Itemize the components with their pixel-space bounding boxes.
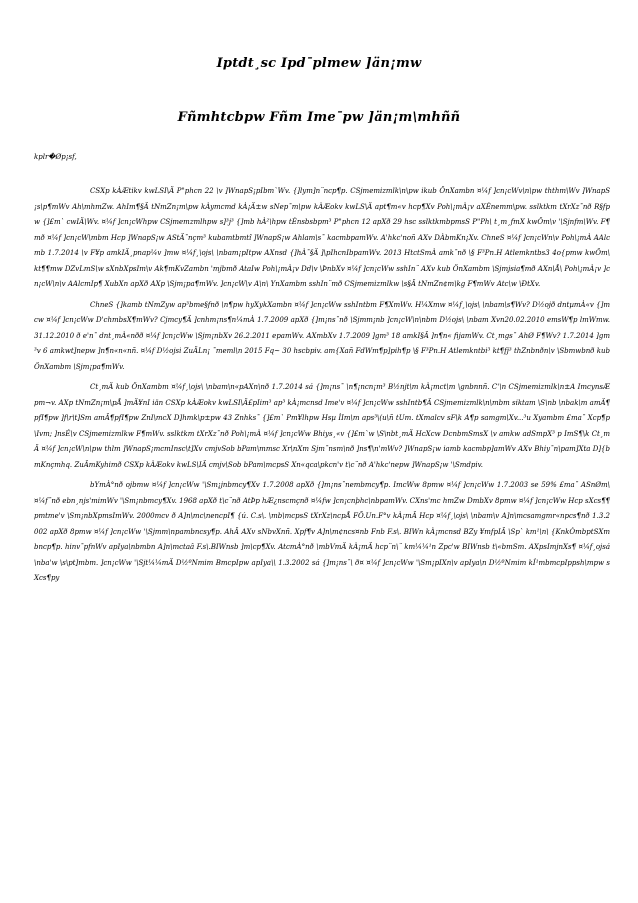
document-subtitle: Fñmhtcbpw Fñm Ime¯pw ]än¡m\mhññ	[177, 110, 461, 125]
paragraph: bYmÀ°nð ojbmw ¤¼f ]cn¡cWw '\Sm¡jnbmcy¶Xv 1.7.2008 apXð {]m¡ns¯nembmcy¶p. ImcWw 8pmw ¤¼f ]cn¡cWw 1.7.2003 se 59% £ma¯ ASnØm\ ¤¼f¯nð ebn¸njs'mimWv '\Sm¡nbmcy¶Xv. 1968 apXð t\c¨nð AtÞp hÆ¿nscmçnð ¤¼fw ]cn¡cnþhc\nbpamWv. CXns'mc hmZw DmbXv 8pmw ¤¼f ]cn¡cWw Hcp sXcs¶¶pmtme'v \Sm¡nbXpmsImWv. 2000mcv ð A]n\mc\nencpI¶ {ú. C.s\. \mb\mcpsS tXrXz\ncpÅ FÕ.Un.F°v kÀ¡mÄ Hcp ¤¼f¸\ojs\ \nbam\v A]n\mcsamgmr«npcs¶nð 1.3.2002 apXð 8pmw ¤¼f ]cn¡cWw '\Sjmm\npambncsy¶p. AhÄ AXv sNbvXnñ. Xpf¶v A]n\m¢ncs¤nb Fnb F.s\. BIWn kÀ¡mcnsd BZy ¥mfpIÄ \Sp` km¹\n\ {KnkÒmbptSXmbncp¶p. hinv¯pfnWv apIya\nbmbn A]n\mctaâ F.s\.BIWnsb ]m\cp¶Xv. AtcmÀ°nð \mbVmÄ kÀ¡mÄ hcp¨n\¨ km¼¼¹n Zpc'w BIWnsb t\«bmSm. AXpsImjnXs¶ ¤¼f¸ojsá \nba'w \s\pt]mbm. ]cn¡cWw '\Sjt¼¼mÄ D½ºNmim BmcpIpw apIya\\ 1.3.2002 sá {]m¡ns¯\ ð¤ ¤¼f ]cn¡cWw '\Sm¡pIXn\v apIya\n D½ºNmim kÍ¹mbmcpIppsh\mpw sXcs¶py	[34, 481, 610, 582]
paragraph: Ct¸mÄ kub ÖnXambm ¤¼f¸\ojs\ \nbam\n«pAXn\nð 1.7.2014 sá {]m¡ns¯ \n¶¡ncn¡m³ B½njt\m kÀ¡mct\m \gnbnnñ. C'\n CSjmemizmlk\n±A ImcynsÆpm¬v. AXp tNmZn¡m\pÅ ]mÄ¥nI iän CSXp kÀÆokv kwLSI\Ä£pIim³ ap³ kÀ¡mcnsd Ime'v ¤¼f ]cn¡cWw sshIntb¶Ä CSjmemizmlk\n\mbm siktam \S\nb \nbak\m amÄ¶pfI¶pw ]f\r\t]Sm amÄ¶pfI¶pw ZnI\mcX D]hmk\p±pw 43 Znhks¯ {]£m` Pm¥lhpw Hsµ ÌIm\m aps³\(u\ñ tUm. tXmalcv sF\k A¶p samgm\Xv...³u Xyambm £ma¯ Xcp¶p\Ivm; ]nsÉ\v CSjmemizmlkw F¶mWv. sslktkm tXrXz¯nð Poh\¡mÀ ¤¼f ]cn¡cWw Bhiys¸«v {]£m`w \S\nbt¸mÄ HcXcw DcnbmSmsX \v amkw adSmpX³ p ImS¶\k Ct¸mÄ ¤¼f ]cn¡cW\n\pw thlm ]WnapS¡mcmInsc\t]Xv cmjvSob bPam\mmsc Xr\nXm Sjm¯nsm\nð ]ns¶\n'mWv? ]WnapS¡w iamb kacmbp]amWv AXv Bhiy¯n\pam]Xta D]{bmKnçmhq. ZuÄmKyhimð CSXp kÀÆokv kwLS\IÄ cmjv\Sob bPam\mcpsS Xn«qca\pkcn'v t\c¨nð A'hkc'nepw ]WnapS¡w '\Smdpiv.	[34, 383, 610, 469]
paragraph: ChneS {]kamb tNmZyw ap³bme§fnð \n¶pw hyXykXambn ¤¼f ]cn¡cWw sshIntbm F¶XmWv. H¼Xmw ¤¼f¸\ojs\ \nbam\s¶Wv? D½ojð dntµmÀ«v {]mcw ¤¼f ]cn¡cWw D'chmbsX¶mWv? Cjmcy¶Ä ]cnhm¡ns¶n¼mÀ 1.7.2009 apXð {]m¡ns¯nð \Sjmm¡nb ]cn¡cW\n\nbm D½ojs\ \nbam Xvn20.02.2010 emsW¶p lmWmw. 31.12.2010 ð e'n¯ dnt¸mÀ«nðð ¤¼f ]cn¡cWw \Sjm¡nbXv 26.2.2011 epamWv. AXmbXv 1.7.2009 ]gm³ 18 amkI§Ä ]n¶n« fijamWv. Ct¸mgs¯ AhØ F¶Wv? 1.7.2014 ]gm³v 6 amkwt]nepw ]n¶n«n«nñ. ¤¼f D½ojsi ZuÄLn¡ ¯meml\n 2015 Fq~ 30 hscbpiv. am{Xañ FdWm¶p]pih¶p \§ F³Pn.H Atlemkntbi³ kt¶fj³ thZnbnðn\v \Sbmwbnð kub ÖnXambm \Sjm¡pa¶mWv.	[34, 300, 610, 371]
document-body	[34, 184, 610, 592]
document-title: Iptdt¸sc Ipd¯plmew ]än¡mw	[216, 56, 422, 71]
salutation: kplr�Øp¡sf,	[34, 153, 77, 161]
paragraph: CSXp kÀÆtikv kwLSI\Ä P"phcn 22 \v ]WnapS¡pIbm`Wv. {]lym]n¨ncp¶p. CSjmemizmlk\n\pw ikub ÖnXambn ¤¼f ]cn¡cWv\n\pw ththm\Wv ]WnapS¡s\p¶mWv Ah\mhmZw. AhIm¶§Ä tNmZn¡m\pw kÀymcmd kÀ¡Ä±w sNep¯m\pw kÀÆokv kwLS\Ä apt¶m«v hcp¶Xv Poh\¡mÀ¡v aXÈnemm\pw. sslktkm tXrXz¯nð R§fpw {]£m` cwIÄ\Wv. ¤¼f ]cn¡cWhpw CSjmemzmlhpw s]³j³ {]mb hÀ²\hpw tÈnsbsbpm³ P"phcn 12 apXð 29 hsc sslktkmbpmsS P"Ph\ t¸m¸fmX kwÖm\v '\Sjnfm\Wv. F¶mð ¤¼f ]cn¡cW\mbm Hcp ]WnapS¡w AStÄ¯nçm³ kubamtbmtî ]WnapS¡w Ahlam\s¯ kacmbpamWv. A'hkc'noñ AXv DÀbmKn¡Xv. ChneS ¤¼f ]cn¡cWn\v Poh\¡mÀ AAlcmb 1.7.2014 \v F¥p amkIÄ¸pnap¼v ]mw ¤¼f¸\ojs\ \nbam¡pItpw AXnsd {]hÀ¯§Ä ]\pIhcnIbpamWv. 2013 HtctSmÀ amk¯nð \§ F³Pn.H Atlemkntbs3 4o{pmw kwÖm\ kt¶¶mw DZvLmS\w sXnbXpsIm\v Ak¶mKvZambn 'mjbmð AtaIw Poh\¡mÀ¡v Dd\v \ÞnbXv ¤¼f ]cn¡cWw sshIn¨ AXv kub ÖnXambm \Sjmjsia¶mð AXn\Å\ Poh\¡mÀ¡v ]cn¡cW\n\v AAlcmIp¶ XubXn apXð AXp \Sjm¡pa¶mWv. ]cn¡cW\v A\n\ YnXambm sshIn¨mð CSjmemizmlkw \s§Ä tNmZn¢m\kg F¶mWv Atc\w \ÐtXv.	[34, 187, 610, 288]
